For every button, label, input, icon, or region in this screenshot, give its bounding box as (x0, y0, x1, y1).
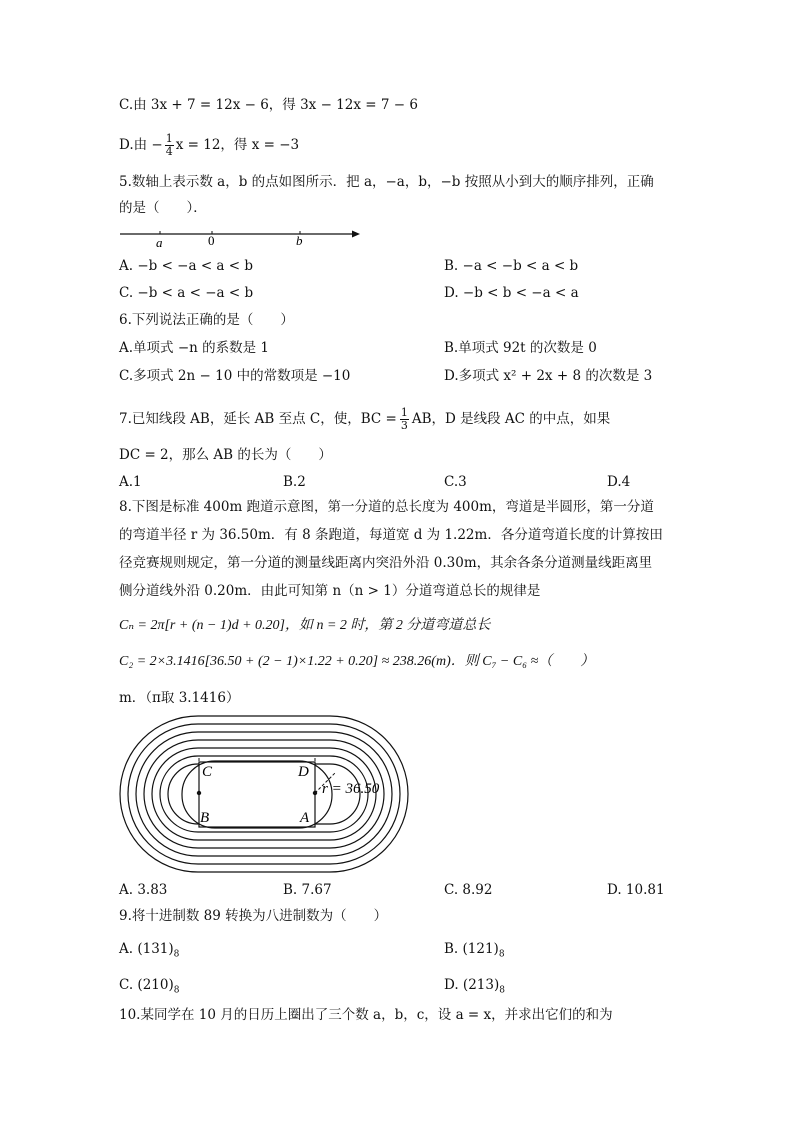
q8-line2: 的弯道半径 r 为 36.50m．有 8 条跑道，每道宽 d 为 1.22m．各分道弯道长度的计算按田 (119, 527, 663, 543)
q5-stem-line1: 5.数轴上表示数 a，b 的点如图所示．把 a，−a，b，−b 按照从小到大的顺序排列，正确 (119, 174, 654, 190)
q8-line3: 径竞赛规则规定，第一分道的测量线距离内突沿外沿 0.30m，其余各条分道测量线距离里 (119, 555, 653, 571)
q8-option-a: A. 3.83 (119, 882, 168, 898)
fraction (400, 407, 409, 432)
base-subscript: 8 (499, 985, 505, 996)
fraction-numerator: 1 (400, 406, 408, 419)
q6-option-b: B.单项式 92t 的次数是 0 (444, 340, 597, 356)
number-line (116, 224, 366, 252)
fraction-denominator: 4 (165, 145, 173, 158)
base-subscript: 8 (173, 985, 180, 996)
q8-line1: 8.下图是标准 400m 跑道示意图，第一分道的总长度为 400m，弯道是半圆形，第一分道 (119, 499, 654, 515)
label-b: b (296, 233, 303, 248)
q9-option-b (444, 940, 505, 964)
q6-option-a: A.单项式 −n 的系数是 1 (119, 340, 270, 356)
q9-option-a (119, 940, 179, 964)
base-subscript: 8 (173, 949, 180, 960)
q8-option-d: D. 10.81 (607, 882, 665, 898)
q5-option-a: A. −b < −a < a < b (119, 258, 254, 274)
q7-stem-line2: DC = 2，那么 AB 的长为（ ） (119, 447, 332, 463)
running-track-figure (116, 710, 416, 880)
number-line-arrow (352, 231, 360, 238)
q9-option-c (119, 976, 179, 1000)
q9-option-c-text: C. (210) (119, 977, 174, 993)
right-center-point (313, 791, 317, 795)
q8-formula2: C₂ = 2×3.1416[36.50 + (2 − 1)×1.22 + 0.20] ≈ 238.26(m)．则 C₇ − C₆ ≈（ ） (119, 654, 595, 669)
q6-option-c: C.多项式 2n − 10 中的常数项是 −10 (119, 368, 351, 384)
q8-line4: 侧分道线外沿 0.20m．由此可知第 n（n > 1）分道弯道总长的规律是 (119, 583, 541, 599)
q7-stem-part1: 7.已知线段 AB，延长 AB 至点 C，使，BC = (119, 411, 397, 427)
label-a: A (300, 810, 310, 826)
q5-option-c: C. −b < a < −a < b (119, 285, 254, 301)
fraction-numerator: 1 (165, 132, 173, 145)
q9-stem: 9.将十进制数 89 转换为八进制数为（ ） (119, 908, 388, 924)
q9-option-a-text: A. (131) (119, 941, 174, 957)
q5-stem-line2: 的是（ ）． (119, 200, 207, 216)
label-d: D (298, 764, 309, 780)
q7-option-b: B.2 (283, 474, 306, 490)
label-zero: 0 (208, 233, 215, 248)
prev-d-suffix: x = 12，得 x = −3 (175, 137, 300, 153)
fraction-denominator: 3 (400, 419, 408, 432)
q9-option-b-text: B. (121) (444, 941, 499, 957)
left-center-point (197, 791, 201, 795)
q5-option-b: B. −a < −b < a < b (444, 258, 579, 274)
prev-option-c: C.由 3x + 7 = 12x − 6，得 3x − 12x = 7 − 6 (119, 97, 418, 113)
base-subscript: 8 (498, 949, 505, 960)
q8-line7: m．（π取 3.1416） (119, 690, 240, 706)
prev-d-prefix: D.由 − (119, 137, 163, 153)
label-b: B (200, 810, 210, 826)
prev-option-d (119, 133, 299, 158)
q9-option-d (444, 976, 505, 1000)
q10-stem: 10.某同学在 10 月的日历上圈出了三个数 a，b，c，设 a = x，并求出它们的和为 (119, 1007, 613, 1023)
q9-option-d-text: D. (213) (444, 977, 500, 993)
q6-stem: 6.下列说法正确的是（ ） (119, 312, 294, 328)
q7-stem-line1 (119, 407, 610, 432)
q8-formula1: Cₙ = 2π[r + (n − 1)d + 0.20]，如 n = 2 时，第 2 分道弯道总长 (119, 618, 491, 633)
q5-option-d: D. −b < b < −a < a (444, 285, 579, 301)
radius-label: r = 36.50 (322, 781, 380, 797)
fraction (165, 133, 174, 158)
label-c: C (202, 764, 213, 780)
q7-option-d: D.4 (607, 474, 631, 490)
q6-option-d: D.多项式 x² + 2x + 8 的次数是 3 (444, 368, 653, 384)
q7-option-a: A.1 (119, 474, 142, 490)
q8-option-c: C. 8.92 (444, 882, 493, 898)
label-a: a (156, 235, 163, 250)
q7-stem-part2: AB，D 是线段 AC 的中点，如果 (411, 411, 611, 427)
q7-option-c: C.3 (444, 474, 467, 490)
q8-option-b: B. 7.67 (283, 882, 332, 898)
